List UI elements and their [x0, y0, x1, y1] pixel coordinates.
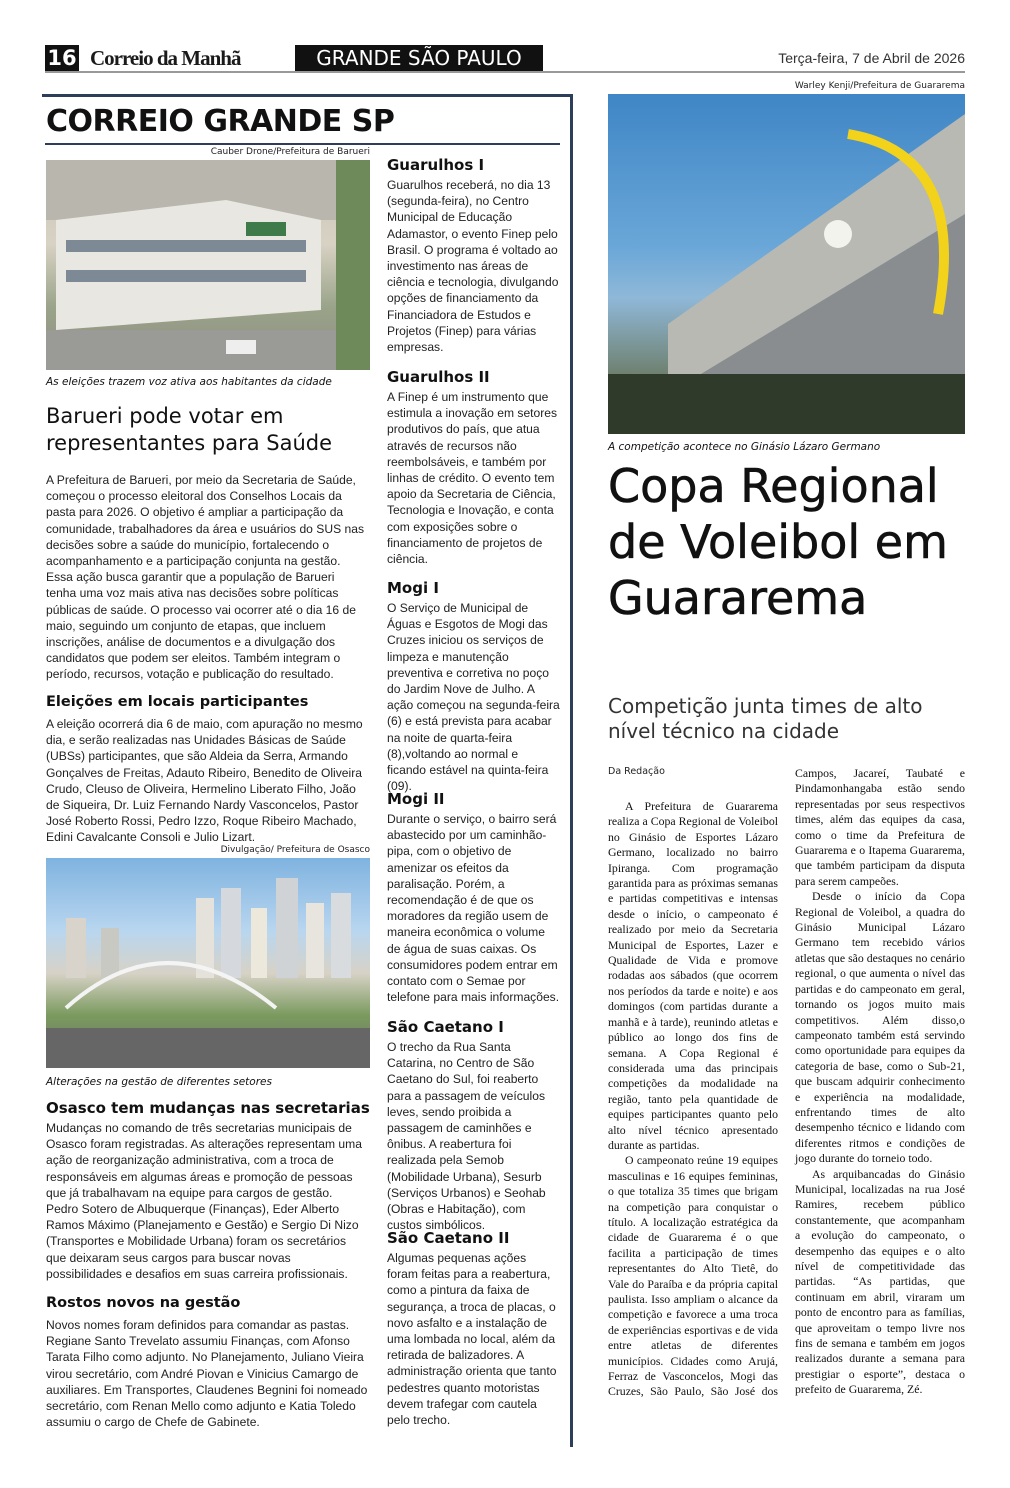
- brief-item: [387, 1229, 560, 1428]
- photo-caption: Alterações na gestão de diferentes setores: [46, 1076, 272, 1088]
- brief-title: São Caetano II: [387, 1229, 510, 1247]
- section-label: GRANDE SÃO PAULO: [295, 45, 543, 71]
- brief-title: Mogi I: [387, 579, 439, 597]
- main-headline: Copa Regional de Voleibol em Guararema: [608, 459, 948, 625]
- barueri-health-building-photo: [46, 160, 370, 370]
- gymnasium-photo: [608, 94, 965, 434]
- box-title: CORREIO GRANDE SP: [46, 104, 395, 139]
- article-body-rostos: Novos nomes foram definidos para comandar as pastas. Regiane Santo Trevelato assumiu Finanças, com Afonso Tarata Filho como adjunto. No Planejamento, Juliano Vieira virou secretário, com André Piovan e Vinicius Camargo de auxiliares. Em Transportes, Claudenes Begnini foi nomeado secretário, com Renan Mello como adjunto e Katia Toledo assumiu o cargo de Chefe de Gabinete.: [46, 1318, 368, 1430]
- brief-item: [387, 368, 560, 567]
- osasco-city-photo: [46, 858, 370, 1068]
- headline-osasco: Osasco tem mudanças nas secretarias: [46, 1099, 370, 1117]
- header-divider: [45, 71, 965, 73]
- box-title-rule: [45, 143, 560, 145]
- article-body-barueri: A Prefeitura de Barueri, por meio da Secretaria de Saúde, começou o processo eleitoral dos Conselhos Locais da pasta para 2026. O objetivo é ampliar a participação da comunidade, trabalhadores da área e usuários do SUS nas decisões sobre a saúde do município, fortalecendo o acompanhamento e a participação conjunta na gestão. Essa ação busca garantir que a população de Barueri tenha uma voz mais ativa nas decisões sobre políticas públicas de saúde. O processo vai ocorrer até o dia 16 de maio, seguindo um conjunto de etapas, que incluem inscrições, análise de documentos e a divulgação dos candidatos que podem ser eleitos. Também integram o período, recursos, votação e publicação do resultado.: [46, 473, 364, 682]
- issue-date: Terça-feira, 7 de Abril de 2026: [778, 50, 965, 66]
- brief-title: Guarulhos I: [387, 156, 485, 174]
- page-number: 16: [45, 45, 79, 71]
- subhead-eleicoes: Eleições em locais participantes: [46, 694, 309, 710]
- subhead-rostos: Rostos novos na gestão: [46, 1295, 241, 1311]
- article-paragraph: As arquibancadas do Ginásio Municipal, localizadas na rua José Ramires, recebem público constantemente, que acompanham a evolução do campeonato, o desempenho das equipes e o alto nível de competitividade das partidas. “As partidas, que continuam em abril, viraram um ponto de encontro para as famílias, que aproveitam o tempo livre nos fins de semana e também em jogos realizados durante a semana para prestigiar o esporte”, destaca o prefeito de Guararema, Zé.: [795, 1166, 965, 1397]
- article-paragraph: Desde o início da Copa Regional de Voleibol, a quadra do Ginásio Municipal Lázaro Germano tem recebido vários atletas que são destaques no cenário regional, o que aumenta o nível das partidas e do campeonato em geral, tornando os jogos muito mais competitivos. Além disso,o campeonato também está servindo como oportunidade para equipes da categoria de base, como o Sub-21, que buscam adquirir conhecimento e experiência na modalidade, enfrentando times de alto desempenho técnico e lidando com diferentes ritmos e condições de jogo durante do torneio todo.: [795, 889, 966, 1166]
- photo-credit: Divulgação/ Prefeitura de Osasco: [220, 845, 370, 855]
- article-paragraph: A Prefeitura de Guararema realiza a Copa Regional de Voleibol no Ginásio de Esportes Lázaro Germano, localizado no bairro Ipiranga. Com programação garantida para as próximas semanas e partidas competitivas e intensas desde o início, o campeonato é realizado por meio da Secretaria Municipal de Esportes, Lazer e Qualidade de Vida e promove rodadas aos sábados (que ocorrem nos períodos da tarde e noite) e aos domingos (com partidas durante a manhã e à tarde), reunindo atletas e público ao longo dos fins de semana. A Copa Regional é considerada uma das principais competições da modalidade na região, tanto pela quantidade de equipes participantes quanto pelo alto nível técnico apresentado durante as partidas.: [608, 799, 778, 1152]
- brief-text: Algumas pequenas ações foram feitas para a reabertura, como a pintura da faixa de segurança, a troca de placas, o novo asfalto e a instalação de uma lombada no local, além da retirada de balizadores. A administração orienta que tanto pedestres quanto motoristas devem trafegar com cautela pelo trecho.: [387, 1251, 557, 1428]
- article-body-copa: [608, 766, 965, 1400]
- photo-caption: As eleições trazem voz ativa aos habitantes da cidade: [46, 376, 332, 388]
- brief-title: São Caetano I: [387, 1018, 504, 1036]
- article-body-osasco: Mudanças no comando de três secretarias municipais de Osasco foram registradas. As alterações representam uma ação de reorganização administrativa, com a troca de responsáveis em algumas áreas e promoção de pessoas que já trabalhavam na equipe para cargos de gestão. Pedro Sotero de Albuquerque (Finanças), Eder Alberto Ramos Máximo (Planejamento e Gestão) e Sergio Di Nizo (Transportes e Mobilidade Urbana) foram os secretários que deixaram seus cargos para buscar novas possibilidades e desafios em suas carreira profissionais.: [46, 1121, 362, 1281]
- brief-title: Mogi II: [387, 790, 445, 808]
- article-paragraph: O campeonato reúne 19 equipes masculinas e 16 equipes femininas, o que totaliza 35 times que brigam na competição para conquistar o título. A localização estratégica da cidade de Guararema é o que facilita a participação de times representantes do Alto Tietê, do Vale do Paraíba e da própria capital paulista. Isso ampliam o alcance da competição e favorece a uma troca de experiências esportivas e de vida entre atletas de diferentes municípios. Cidades como Arujá, Ferraz de Vasconcelos, Mogi das Cruzes, São Paulo, São José dos Campos, Jacareí, Taubaté e Pindamonhangaba estão sendo representadas por seus respectivos times, além das equipes da casa, como o time da Prefeitura de Guararema e o Itapema Guararema, que também participam da disputa para serem campeões.: [608, 766, 965, 1399]
- city-illustration: [46, 858, 370, 1068]
- photo-credit: Warley Kenji/Prefeitura de Guararema: [794, 81, 965, 91]
- gymnasium-illustration: [608, 94, 965, 434]
- brief-item: [387, 579, 560, 794]
- subheadline: Competição junta times de alto nível técnico na cidade: [608, 694, 923, 743]
- brief-title: Guarulhos II: [387, 368, 490, 386]
- photo-caption: A competição acontece no Ginásio Lázaro Germano: [608, 441, 881, 453]
- brief-text: Guarulhos receberá, no dia 13 (segunda-feira), no Centro Municipal de Educação Adamastor, o evento Finep pelo Brasil. O programa é voltado ao investimento nas áreas de ciência e tecnologia, divulgando opções de financiamento da Financiadora de Estudos e Projetos (Finep) para várias empresas.: [387, 178, 559, 355]
- brief-text: O trecho da Rua Santa Catarina, no Centro de São Caetano do Sul, foi reaberto para a passagem de veículos leves, sendo proibida a passagem de caminhões e ônibus. A reabertura foi realizada pela Semob (Mobilidade Urbana), Sesurb (Serviços Urbanos) e Seohab (Obras e Habitação), com custos simbólicos.: [387, 1040, 546, 1233]
- masthead-logo: Correio da Manhã: [90, 46, 241, 70]
- photo-credit: Cauber Drone/Prefeitura de Barueri: [210, 147, 370, 157]
- building-illustration: [46, 160, 370, 370]
- brief-item: [387, 790, 560, 1005]
- headline-barueri: Barueri pode votar em representantes para Saúde: [46, 404, 333, 455]
- byline: Da Redação: [608, 766, 665, 777]
- brief-item: [387, 156, 560, 355]
- brief-item: [387, 1018, 560, 1233]
- brief-text: O Serviço de Municipal de Águas e Esgotos de Mogi das Cruzes iniciou os serviços de limpeza e manutenção preventiva e corretiva no poço do Jardim Nove de Julho. A ação começou na segunda-feira (6) e está prevista para acabar na noite de quarta-feira (8),voltando ao normal e ficando estável na quinta-feira (09).: [387, 601, 560, 794]
- brief-text: Durante o serviço, o bairro será abastecido por um caminhão-pipa, com o objetivo de amenizar os efeitos da paralisação. Porém, a recomendação é de que os moradores da região usem de maneira econômica o volume de água de suas caixas. Os consumidores podem entrar em contato com o Semae por telefone para mais informações.: [387, 812, 560, 1005]
- brief-text: A Finep é um instrumento que estimula a inovação em setores produtivos do país, que atua através de recursos não reembolsáveis, e também por linhas de crédito. O evento tem apoio da Secretaria de Ciência, Tecnologia e Inovação, e conta com exposições sobre o financiamento de projetos de ciência.: [387, 390, 558, 567]
- article-body-eleicoes: A eleição ocorrerá dia 6 de maio, com apuração no mesmo dia, e serão realizadas nas Unidades Básicas de Saúde (UBSs) participantes, que são Aldeia da Serra, Armando Gonçalves de Freitas, Adauto Ribeiro, Benedito de Oliveira Crudo, Cleuso de Oliveira, Hermelino Liberato Filho, João de Siqueira, Dr. Luiz Fernando Nardy Vasconcelos, Pastor José Roberto Rossi, Pedro Izzo, Roque Ribeiro Machado, Edini Cavalcante Consoli e Julio Lizart.: [46, 717, 363, 845]
